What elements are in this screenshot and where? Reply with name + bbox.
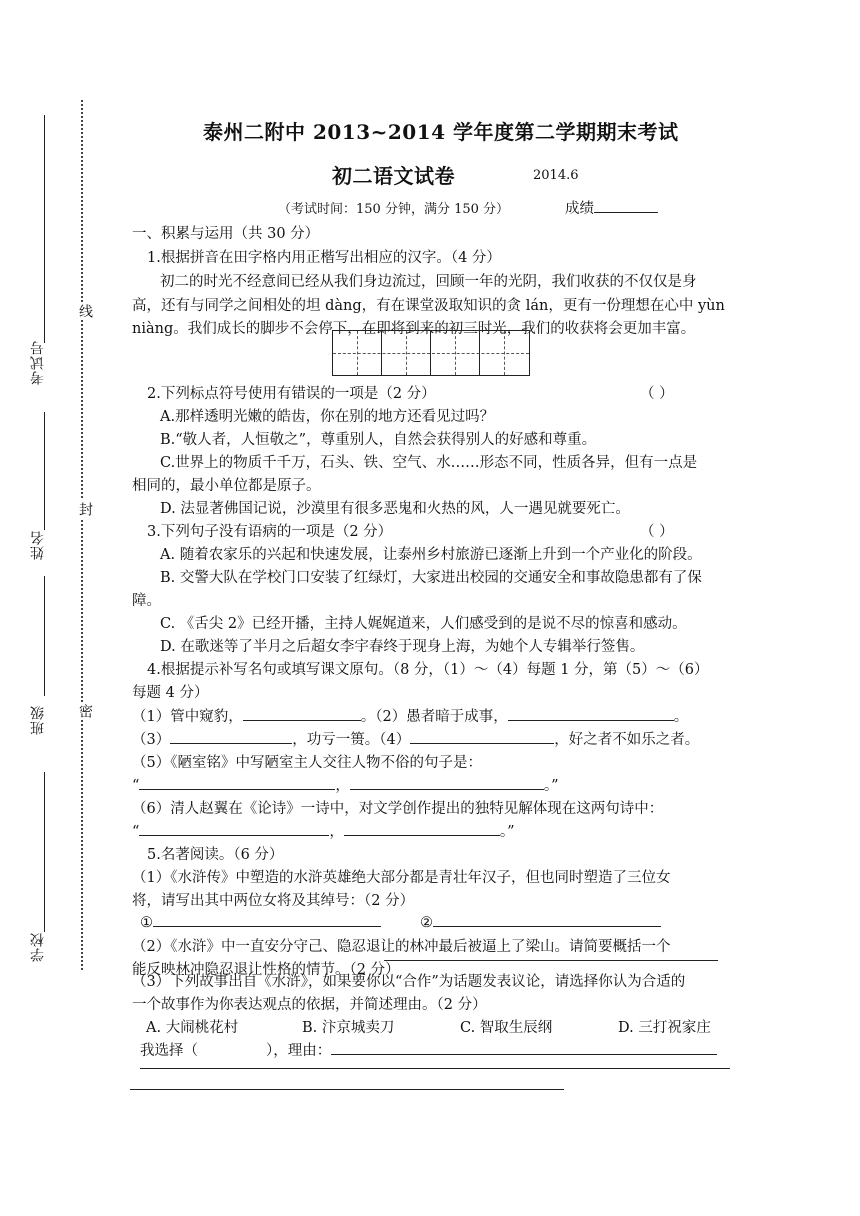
option-c-cont: 相同的，最小单位都是原子。 (132, 478, 321, 494)
exam-no-label: 考试号 (30, 340, 46, 385)
blank[interactable] (139, 821, 329, 836)
option-b-cont: 障。 (132, 593, 161, 609)
q4-item-5: （5）《陋室铭》中写陋室主人交往人物不俗的句子是： (132, 755, 482, 771)
q4-line-1: （1）管中窥豹， 。（2）愚者暗于成事， 。 (132, 705, 688, 726)
blank[interactable] (139, 775, 335, 790)
blank[interactable] (243, 706, 361, 721)
blank[interactable] (508, 706, 674, 721)
option-c: C. 《舌尖 2》已经开播，主持人娓娓道来，人们感受到的是说不尽的惊喜和感动。 (160, 616, 687, 632)
reason-blank[interactable] (331, 1040, 717, 1055)
blank[interactable] (153, 912, 381, 927)
choice-a: A. 大闹桃花村 (146, 1020, 239, 1036)
option-a: A.那样透明光嫩的皓齿，你在别的地方还看见过吗？ (160, 409, 495, 425)
option-b: B.“敬人者，人恒敬之”，尊重别人，自然会获得别人的好感和尊重。 (160, 432, 597, 448)
answer-bracket[interactable]: （ ） (640, 524, 674, 540)
q5-item-1-cont: 将，请写出其中两位女将及其绰号：（2 分） (132, 893, 415, 909)
blank[interactable] (350, 775, 544, 790)
margin-line-school (44, 772, 45, 932)
option-a: A. 随着农家乐的兴起和快速发展，让泰州乡村旅游已逐渐上升到一个产业化的阶段。 (160, 547, 702, 563)
answer-line[interactable] (140, 1068, 730, 1069)
question-4-stem-cont: 每题 4 分） (132, 685, 209, 701)
option-d: D. 在歌迷等了半月之后超女李宇春终于现身上海，为她个人专辑举行签售。 (160, 639, 645, 655)
seal-char-line: 线 (77, 304, 93, 318)
exam-title: 泰州二附中 2013~2014 学年度第二学期期末考试 (203, 120, 679, 144)
name-label: 姓名 (30, 530, 46, 560)
tianzige-grid[interactable] (332, 330, 530, 376)
q4-line-6-answer: “ ， 。” (132, 820, 515, 841)
choice-b: B. 汴京城卖刀 (302, 1020, 395, 1036)
choice-c: C. 智取生辰纲 (460, 1020, 553, 1036)
school-label: 学校 (30, 932, 46, 962)
q4-line-5-answer: “ ， 。” (132, 774, 559, 795)
margin-line-class (44, 576, 45, 696)
question-3-stem: 3.下列句子没有语病的一项是（2 分） (147, 524, 393, 540)
seal-dotted-line (81, 100, 83, 970)
score-label: 成绩 (565, 197, 658, 218)
q5-item-2: （2）《水浒》中一直安分守己、隐忍退让的林冲最后被逼上了梁山。请简要概括一个 (132, 939, 671, 955)
blank[interactable] (410, 729, 554, 744)
question-1-stem: 1.根据拼音在田字格内用正楷写出相应的汉字。（4 分） (147, 250, 501, 266)
exam-time-info: （考试时间：150 分钟，满分 150 分） (278, 202, 510, 217)
q5-answer-2: ② (420, 912, 661, 931)
choice-d: D. 三打祝家庄 (618, 1020, 711, 1036)
margin-line-name (44, 412, 45, 530)
section-heading: 一、积累与运用（共 30 分） (132, 226, 320, 242)
q5-answer-1: ① (140, 912, 381, 931)
option-d: D. 法显著佛国记说，沙漠里有很多恶鬼和火热的风，人一遇见就要死亡。 (160, 501, 630, 517)
q5-item-3: （3）下列故事出自《水浒》，如果要你以“合作”为话题发表议论，请选择你认为合适的 (132, 974, 686, 990)
blank[interactable] (170, 729, 292, 744)
seal-char-secret: 密 (77, 704, 93, 718)
q5-item-1: （1）《水浒传》中塑造的水浒英雄绝大部分都是青壮年汉子，但也同时塑造了三位女 (132, 870, 671, 886)
q4-line-2: （3） ，功亏一篑。（4） ，好之者不如乐之者。 (132, 728, 699, 749)
class-label: 班级 (30, 705, 46, 735)
q4-item-6: （6）清人赵翼在《论诗》一诗中，对文学创作提出的独特见解体现在这两句诗中： (132, 801, 664, 817)
seal-char-seal: 封 (77, 502, 93, 516)
blank[interactable] (344, 821, 500, 836)
exam-date: 2014.6 (533, 168, 579, 183)
question-1-text-line: niàng。我们成长的脚步不会停下，在即将到来的初三时光，我们的收获将会更加丰富。 (132, 321, 696, 337)
blank[interactable] (433, 912, 661, 927)
question-5-stem: 5.名著阅读。（6 分） (147, 847, 284, 863)
answer-bracket[interactable]: （ ） (640, 386, 674, 402)
choice-reason-line: 我选择（ ），理由： (140, 1039, 717, 1060)
option-b: B. 交警大队在学校门口安装了红绿灯，大家进出校园的交通安全和事故隐患都有了保 (160, 570, 702, 586)
margin-line-exam-no (44, 115, 45, 343)
q5-item-3-cont: 一个故事作为你表达观点的依据，并简述理由。（2 分） (132, 997, 487, 1013)
answer-line[interactable] (130, 1089, 564, 1090)
exam-subtitle: 初二语文试卷 (332, 164, 455, 188)
option-c: C.世界上的物质千千万，石头、铁、空气、水……形态不同，性质各异，但有一点是 (160, 455, 698, 471)
question-4-stem: 4.根据提示补写名句或填写课文原句。（8 分，（1）～（4）每题 1 分，第（5）～（6） (147, 662, 709, 678)
q5-item-2-cont: 能反映林冲隐忍退让性格的情节。（2 分） (132, 962, 400, 978)
answer-line[interactable] (384, 960, 718, 961)
question-2-stem: 2.下列标点符号使用有错误的一项是（2 分） (147, 386, 436, 402)
question-1-text-line: 高，还有与同学之间相处的坦 dàng，有在课堂汲取知识的贪 lán，更有一份理想在心中 yùn (132, 298, 725, 314)
question-1-text-line: 初二的时光不经意间已经从我们身边流过，回顾一年的光阴，我们收获的不仅仅是身 (160, 274, 697, 290)
